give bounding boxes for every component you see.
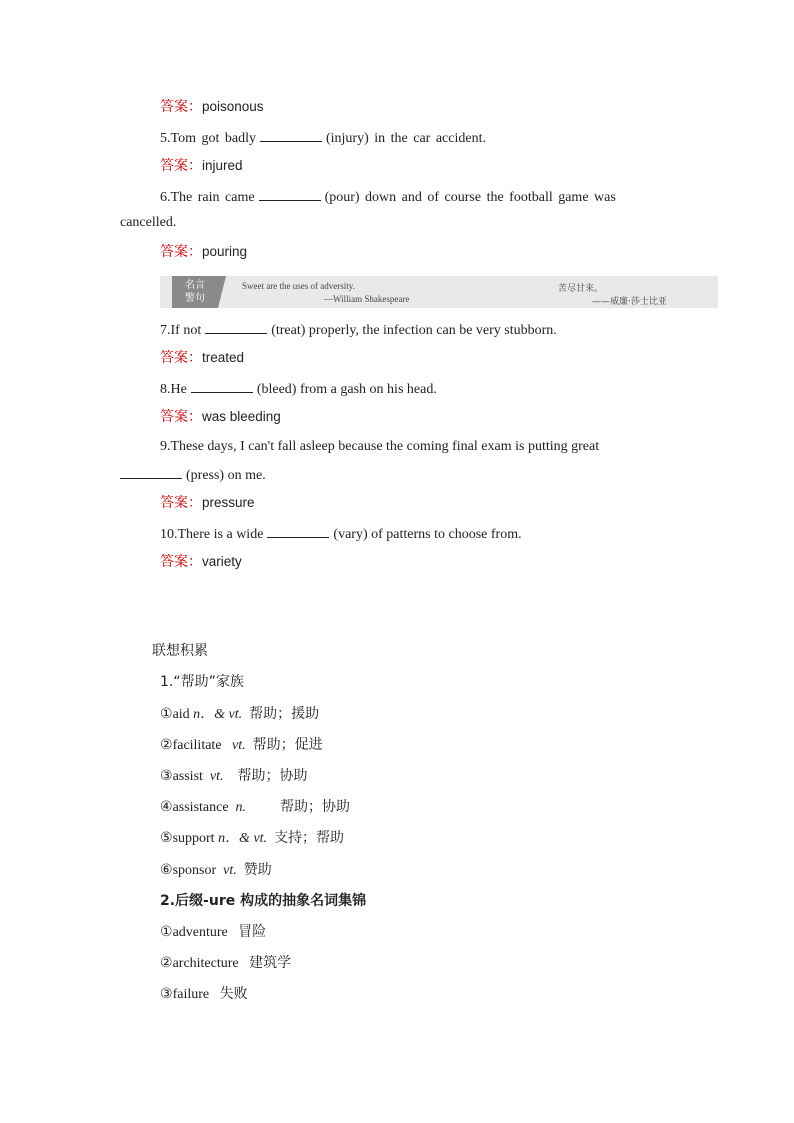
quote-chinese: 苦尽甘来。: [558, 284, 604, 294]
entry-meaning: 帮助；促进: [252, 737, 323, 753]
vocab-entry: [160, 954, 291, 973]
entry-pos: n．& vt.: [218, 831, 268, 846]
answer-10: [160, 553, 242, 572]
answer-label: 答案：: [160, 158, 202, 174]
entry-word: assistance: [172, 800, 229, 815]
entry-word: adventure: [172, 925, 228, 940]
answer-label: 答案：: [160, 244, 202, 260]
question-text-pre: If not: [170, 323, 202, 338]
answer-label: 答案：: [160, 99, 202, 115]
question-text-pre: There is a wide: [177, 527, 264, 542]
answer-text: pressure: [202, 495, 255, 510]
answer-text: injured: [202, 158, 243, 173]
entry-word: facilitate: [172, 738, 222, 753]
question-text-pre: He: [170, 382, 187, 397]
answer-blank: [120, 465, 182, 479]
entry-meaning: 支持；帮助: [274, 830, 345, 846]
answer-label: 答案：: [160, 350, 202, 366]
answer-8: [160, 408, 281, 427]
question-8: [160, 379, 437, 399]
question-5: [160, 128, 486, 148]
quote-english: Sweet are the uses of adversity.: [242, 281, 355, 291]
vocab-entry: [160, 767, 308, 786]
question-10: [160, 524, 522, 544]
vocab-entry: [160, 829, 344, 848]
question-text-post: (injury) in the car accident.: [325, 131, 486, 146]
entry-meaning: 建筑学: [249, 955, 292, 971]
entry-marker: ④: [160, 799, 173, 815]
vocab-entry: [160, 798, 350, 817]
answer-9: [160, 494, 255, 513]
section-title: 联想积累: [152, 643, 208, 659]
question-text-pre: Tom got badly: [170, 131, 256, 146]
question-text-post: (vary) of patterns to choose from.: [333, 527, 522, 542]
entry-pos: n．& vt.: [193, 707, 243, 722]
entry-marker: ⑥: [160, 862, 173, 878]
quote-tag-line-2: 警句: [185, 293, 205, 304]
answer-blank: [260, 128, 322, 142]
question-text-post: (pour) down and of course the football game was: [324, 190, 616, 205]
answer-blank: [267, 524, 329, 538]
question-number: 5.: [160, 131, 171, 146]
question-9: [160, 438, 599, 456]
entry-marker: ③: [160, 986, 173, 1002]
answer-6: [160, 243, 247, 262]
entry-meaning: 帮助；协助: [237, 768, 308, 784]
quote-tag: [172, 276, 218, 308]
question-text-post: (treat) properly, the infection can be very stubborn.: [271, 323, 557, 338]
question-6-continued: [120, 214, 176, 232]
entry-marker: ⑤: [160, 830, 173, 846]
answer-blank: [259, 187, 321, 201]
entry-pos: n.: [235, 800, 247, 815]
question-6: [160, 187, 616, 207]
question-text-post: (press) on me.: [186, 468, 266, 483]
question-text-pre: The rain came: [170, 190, 255, 205]
question-number: 7.: [160, 323, 171, 338]
entry-word: assist: [172, 769, 203, 784]
entry-marker: ①: [160, 706, 173, 722]
vocab-entry: [160, 736, 323, 755]
group-1-heading: 1.“帮助”家族: [160, 674, 244, 690]
entry-word: failure: [172, 987, 210, 1002]
answer-4: [160, 98, 264, 117]
entry-marker: ③: [160, 768, 173, 784]
vocab-entry: [160, 705, 319, 724]
entry-meaning: 失败: [219, 986, 248, 1002]
entry-marker: ①: [160, 924, 173, 940]
question-text-line-1: These days, I can't fall asleep because the coming final exam is putting great: [170, 439, 600, 454]
vocab-entry: [160, 861, 272, 880]
question-9-continued: [120, 465, 266, 485]
entry-word: aid: [172, 707, 190, 722]
question-number: 6.: [160, 190, 171, 205]
question-number: 10.: [160, 527, 178, 542]
question-text-post: (bleed) from a gash on his head.: [256, 382, 437, 397]
answer-label: 答案：: [160, 495, 202, 511]
entry-pos: vt.: [232, 738, 246, 753]
entry-marker: ②: [160, 737, 173, 753]
vocab-entry: [160, 985, 248, 1004]
answer-7: [160, 349, 244, 368]
quote-banner: [160, 276, 718, 308]
answer-text: was bleeding: [202, 409, 281, 424]
entry-pos: vt.: [209, 769, 224, 784]
entry-meaning: 冒险: [238, 924, 267, 940]
question-text-continued: cancelled.: [120, 215, 177, 230]
answer-text: treated: [202, 350, 245, 365]
answer-label: 答案：: [160, 554, 202, 570]
question-7: [160, 320, 557, 340]
entry-word: sponsor: [172, 863, 217, 878]
entry-marker: ②: [160, 955, 173, 971]
answer-blank: [191, 379, 253, 393]
quote-tag-line-1: 名言: [185, 280, 205, 291]
answer-label: 答案：: [160, 409, 202, 425]
quote-english-author: —William Shakespeare: [324, 294, 410, 304]
question-number: 8.: [160, 382, 171, 397]
answer-text: poisonous: [202, 99, 264, 114]
vocab-entry: [160, 923, 266, 942]
group-2-heading: 2.后缀-ure 构成的抽象名词集锦: [160, 893, 367, 909]
answer-5: [160, 157, 243, 176]
entry-meaning: 赞助: [243, 862, 272, 878]
entry-meaning: 帮助；援助: [249, 706, 320, 722]
answer-text: variety: [202, 554, 242, 569]
answer-text: pouring: [202, 244, 248, 259]
entry-meaning: 帮助；协助: [280, 799, 351, 815]
entry-word: support: [172, 831, 215, 846]
question-number: 9.: [160, 439, 171, 454]
entry-word: architecture: [172, 956, 239, 971]
quote-chinese-author: ——威廉·莎士比亚: [592, 297, 667, 307]
answer-blank: [205, 320, 267, 334]
entry-pos: vt.: [223, 863, 237, 878]
